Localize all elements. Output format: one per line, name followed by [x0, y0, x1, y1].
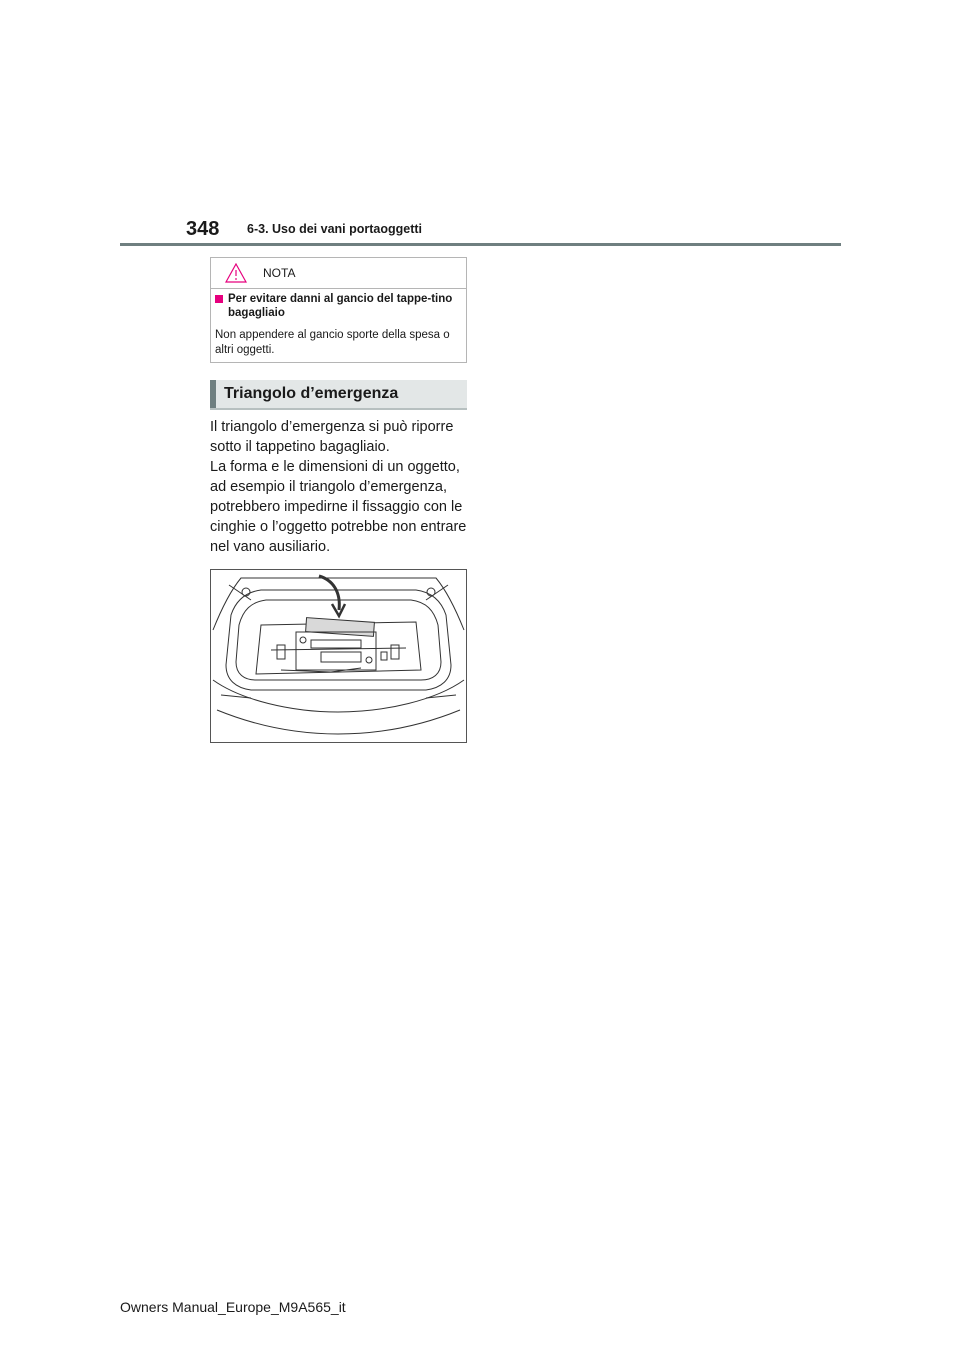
trunk-illustration [210, 569, 467, 743]
notice-header [211, 258, 466, 289]
notice-label: NOTA [263, 266, 296, 280]
warning-triangle-icon [225, 263, 247, 283]
notice-bullet-icon [215, 295, 223, 303]
section-title: 6-3. Uso dei vani portaoggetti [247, 222, 423, 236]
paragraph-2: La forma e le dimensioni di un oggetto, ad esempio il triangolo d’emergenza, potrebbero impedirne il fissaggio con le cinghie o l’oggetto potrebbe non entrare nel vano ausiliario. [210, 459, 467, 555]
page-number: 348 [186, 218, 220, 240]
trunk-drawing [211, 570, 466, 742]
notice-subtitle: Per evitare danni al gancio del tappe-tino bagagliaio [228, 293, 453, 319]
section-heading-bar [210, 380, 467, 410]
heading-accent [210, 380, 216, 408]
notice-text: Non appendere al gancio sporte della spesa o altri oggetti. [215, 329, 450, 356]
header-rule [120, 243, 841, 246]
section-heading: Triangolo d’emergenza [224, 385, 399, 402]
paragraph-1: Il triangolo d’emergenza si può riporre sotto il tappetino bagagliaio. [210, 419, 454, 455]
footer-text: Owners Manual_Europe_M9A565_it [120, 1299, 346, 1315]
notice-box [210, 257, 467, 363]
